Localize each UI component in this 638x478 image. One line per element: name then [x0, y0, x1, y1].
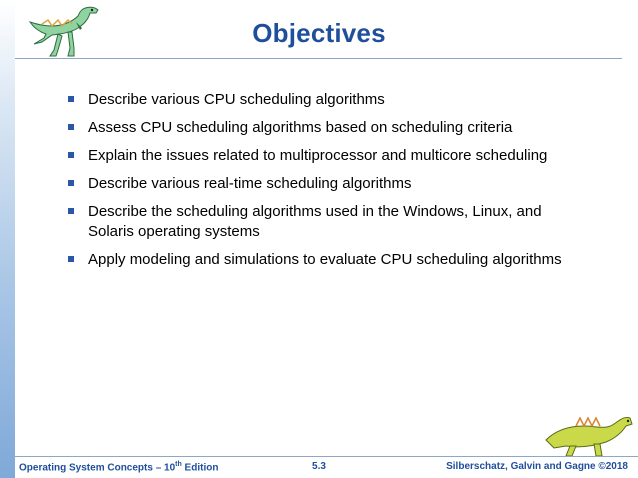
list-item — [68, 118, 588, 138]
bullet-text: Describe various CPU scheduling algorithms — [88, 91, 385, 108]
slide-title: Objectives — [252, 18, 386, 48]
footer-authors: Silberschatz, Galvin and Gagne ©2018 — [446, 461, 628, 472]
footer-book-title-text: Operating System Concepts – 10 — [19, 462, 176, 474]
footer-divider — [15, 456, 638, 457]
footer-edition-text: Edition — [181, 462, 219, 474]
list-item — [68, 202, 588, 242]
square-bullet-icon — [68, 208, 74, 214]
bullet-text: Describe the scheduling algorithms used in the Windows, Linux, and Solaris operating systems — [88, 203, 542, 240]
list-item — [68, 90, 588, 110]
bullet-text: Explain the issues related to multiprocessor and multicore scheduling — [88, 147, 548, 164]
bullet-text: Assess CPU scheduling algorithms based on scheduling criteria — [88, 119, 513, 136]
footer-edition-superscript: th — [175, 461, 182, 468]
square-bullet-icon — [68, 152, 74, 158]
square-bullet-icon — [68, 180, 74, 186]
square-bullet-icon — [68, 96, 74, 102]
page-number: 5.3 — [312, 461, 326, 472]
objectives-list — [68, 90, 588, 278]
left-decorative-bar — [0, 0, 15, 478]
square-bullet-icon — [68, 256, 74, 262]
list-item — [68, 174, 588, 194]
square-bullet-icon — [68, 124, 74, 130]
dinosaur-icon — [540, 400, 636, 460]
list-item — [68, 250, 588, 270]
header-divider — [15, 58, 622, 59]
bullet-text: Describe various real-time scheduling algorithms — [88, 175, 412, 192]
list-item — [68, 146, 588, 166]
bullet-text: Apply modeling and simulations to evaluate CPU scheduling algorithms — [88, 251, 562, 268]
